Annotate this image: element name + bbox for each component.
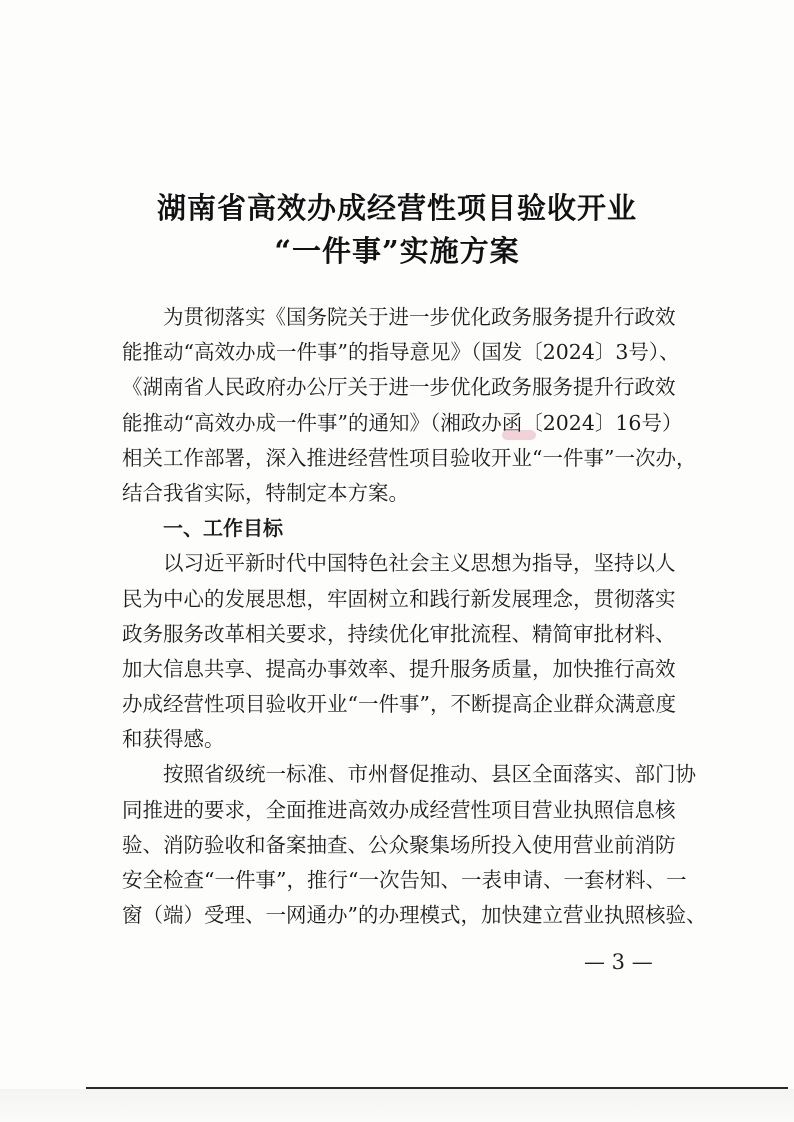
paragraph-3-line: 验、消防验收和备案抽查、公众聚集场所投入使用营业前消防 bbox=[122, 832, 676, 857]
paragraph-2-line: 办成经营性项目验收开业“一件事”，不断提高企业群众满意度 bbox=[122, 692, 676, 717]
paragraph-1-line: 能推动“高效办成一件事”的指导意见》（国发〔2024〕3号）、 bbox=[122, 340, 680, 365]
paragraph-2-line: 民为中心的发展思想，牢固树立和践行新发展理念，贯彻落实 bbox=[122, 586, 676, 611]
document-title-line-1: 湖南省高效办成经营性项目验收开业 bbox=[156, 191, 637, 225]
section-heading: 一、工作目标 bbox=[163, 516, 283, 541]
paragraph-3-line: 按照省级统一标准、市州督促推动、县区全面落实、部门协 bbox=[163, 762, 696, 787]
paragraph-2-line: 加大信息共享、提高办事效率、提升服务质量，加快推行高效 bbox=[122, 656, 676, 681]
paragraph-1-line: 《湖南省人民政府办公厅关于进一步优化政务服务提升行政效 bbox=[122, 375, 676, 400]
scan-edge bbox=[0, 1089, 794, 1122]
paragraph-3-line: 窗（端）受理、一网通办”的办理模式，加快建立营业执照核验、 bbox=[122, 903, 707, 928]
paragraph-2-line: 和获得感。 bbox=[122, 727, 225, 752]
paragraph-3-line: 安全检查“一件事”，推行“一次告知、一表申请、一套材料、一 bbox=[122, 868, 687, 892]
paragraph-2-line: 以习近平新时代中国特色社会主义思想为指导，坚持以人 bbox=[163, 551, 676, 576]
page-number: — 3 — bbox=[584, 950, 653, 974]
paragraph-1-line: 能推动“高效办成一件事”的通知》（湘政办函〔2024〕16号） bbox=[122, 410, 683, 435]
paragraph-2-line: 政务服务改革相关要求，持续优化审批流程、精简审批材料、 bbox=[122, 621, 676, 646]
paragraph-1-line: 结合我省实际，特制定本方案。 bbox=[122, 480, 409, 505]
paragraph-3-line: 同推进的要求，全面推进高效办成经营性项目营业执照信息核 bbox=[122, 797, 676, 822]
paragraph-1-line: 相关工作部署，深入推进经营性项目验收开业“一件事”一次办， bbox=[122, 445, 697, 470]
document-title-line-2: “一件事”实施方案 bbox=[274, 234, 520, 268]
document-body bbox=[122, 300, 707, 933]
paragraph-1-line: 为贯彻落实《国务院关于进一步优化政务服务提升行政效 bbox=[163, 305, 676, 329]
